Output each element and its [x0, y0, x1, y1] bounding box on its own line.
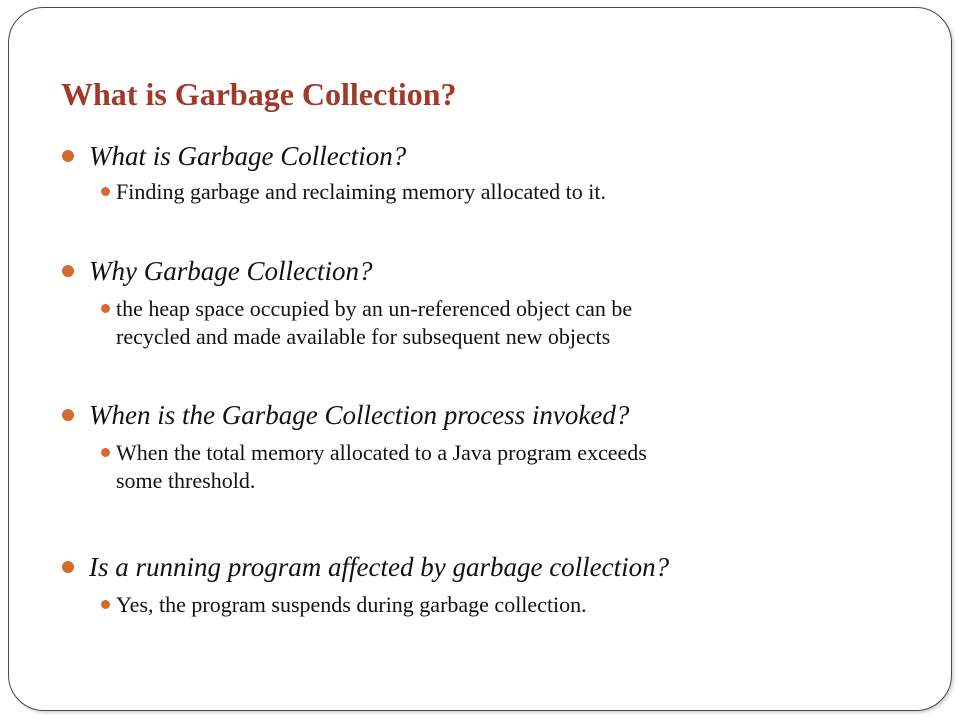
- section-heading: Why Garbage Collection?: [89, 256, 373, 286]
- sub-bullet-icon: [101, 187, 110, 196]
- section-heading: Is a running program affected by garbage collection?: [89, 552, 670, 582]
- section-detail: Yes, the program suspends during garbage collection.: [116, 592, 587, 617]
- bullet-icon: [62, 409, 74, 421]
- section-heading: When is the Garbage Collection process invoked?: [89, 400, 630, 430]
- section-detail: Finding garbage and reclaiming memory allocated to it.: [116, 179, 606, 204]
- bullet-icon: [62, 561, 74, 573]
- section-detail: the heap space occupied by an un-referenced object can be: [116, 296, 633, 321]
- section-detail: When the total memory allocated to a Java program exceeds: [116, 440, 647, 465]
- slide-title: What is Garbage Collection?: [61, 76, 457, 112]
- sub-bullet-icon: [101, 600, 110, 609]
- bullet-icon: [62, 150, 74, 162]
- sub-bullet-icon: [101, 448, 110, 457]
- section-heading: What is Garbage Collection?: [89, 141, 407, 171]
- section-detail: recycled and made available for subsequent new objects: [116, 324, 611, 349]
- bullet-icon: [62, 265, 74, 277]
- section-detail: some threshold.: [116, 468, 256, 493]
- sub-bullet-icon: [101, 304, 110, 313]
